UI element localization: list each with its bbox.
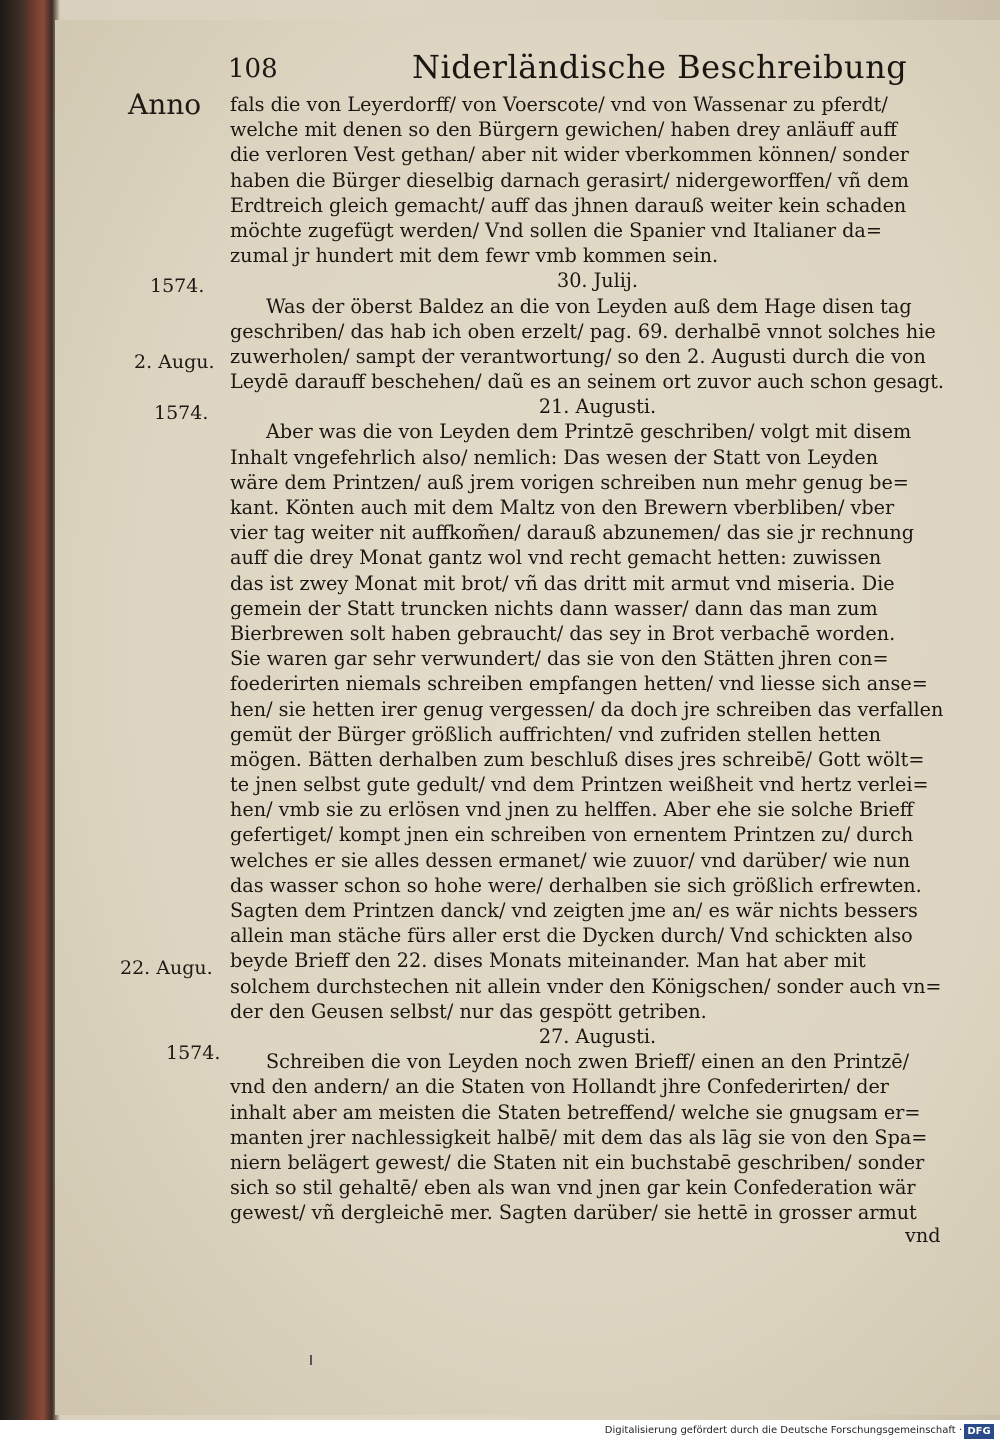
- text-line: sich so stil gehaltē/ eben als wan vnd jnen gar kein Confederation wär: [230, 1176, 916, 1200]
- text-line: fals die von Leyerdorff/ von Voerscote/ vnd von Wassenar zu pferdt/: [230, 93, 888, 116]
- text-line: gemüt der Bürger größlich auffrichten/ vnd zufriden stellen hetten: [230, 722, 881, 746]
- page-number: 108: [228, 54, 278, 84]
- text-line: te jnen selbst gute gedult/ vnd dem Printzen weißheit vnd hertz verlei=: [230, 773, 929, 797]
- text-line: zumal jr hundert mit dem fewr vmb kommen sein.: [230, 244, 719, 268]
- text-line: auff die drey Monat gantz wol vnd recht gemacht hetten: zuwissen: [230, 546, 882, 570]
- margin-anno: Anno: [128, 88, 202, 121]
- text-line: welches er sie alles dessen ermanet/ wie zuuor/ vnd darüber/ wie nun: [230, 848, 911, 872]
- text-line: manten jrer nachlessigkeit halbē/ mit dem das als lāg sie von den Spa=: [230, 1125, 928, 1149]
- text-line: Leydē darauff beschehen/ daũ es an seinem ort zuvor auch schon gesagt.: [230, 370, 945, 394]
- text-line: Sie waren gar sehr verwundert/ das sie von den Stätten jhren con=: [230, 647, 889, 671]
- text-line: wäre dem Printzen/ auß jrem vorigen schreiben nun mehr genug be=: [230, 470, 909, 494]
- page-header: [0, 48, 1000, 88]
- text-line: beyde Brieff den 22. dises Monats miteinander. Man hat aber mit: [230, 949, 866, 973]
- text-line: gemein der Statt truncken nichts dann wasser/ dann das man zum: [230, 596, 878, 620]
- text-line: zuwerholen/ sampt der verantwortung/ so den 2. Augusti durch die von: [230, 344, 926, 368]
- text-line: haben die Bürger dieselbig darnach gerasirt/ nidergeworffen/ vñ dem: [230, 168, 909, 192]
- text-line: kant. Könten auch mit dem Maltz von den Brewern vberbliben/ vber: [230, 496, 895, 519]
- text-line: Bierbrewen solt haben gebraucht/ das sey in Brot verbachē worden.: [230, 621, 896, 645]
- date-heading: 21. Augusti.: [538, 395, 657, 419]
- footer-credit: Digitalisierung gefördert durch die Deutsche Forschungsgemeinschaft ·: [604, 1425, 962, 1436]
- text-line: gewest/ vñ dergleichē mer. Sagten darüber/ sie hettē in grosser armut: [230, 1201, 917, 1225]
- paragraph-start: Was der öberst Baldez an die von Leyden auß dem Hage disen tag: [266, 294, 912, 318]
- text-line: mögen. Bätten derhalben zum beschluß dises jres schreibē/ Gott wölt=: [230, 747, 925, 771]
- margin-note-year: 1574.: [166, 1042, 221, 1064]
- text-line: das ist zwey Monat mit brot/ vñ das dritt mit armut vnd miseria. Die: [230, 571, 895, 595]
- text-line: vier tag weiter nit auffkom̃en/ darauß abzunemen/ das sie jr rechnung: [230, 521, 915, 545]
- text-line: niern belägert gewest/ die Staten nit ein buchstabē geschriben/ sonder: [230, 1150, 925, 1174]
- ink-mark: [310, 1355, 312, 1365]
- running-title: Niderländische Beschreibung: [412, 48, 908, 86]
- dfg-logo-icon: DFG: [964, 1424, 994, 1439]
- text-line: gefertiget/ kompt jnen ein schreiben von ernentem Printzen zu/ durch: [230, 823, 914, 847]
- catchword: vnd: [905, 1224, 941, 1247]
- text-line: hen/ sie hetten irer genug vergessen/ da doch jre schreiben das verfallen: [230, 697, 944, 721]
- margin-note-year: 1574.: [150, 275, 205, 297]
- text-line: allein man stäche fürs aller erst die Dycken durch/ Vnd schickten also: [230, 924, 913, 948]
- text-line: Erdtreich gleich gemacht/ auff das jhnen darauß weiter kein schaden: [230, 193, 907, 217]
- date-heading: 30. Julij.: [557, 269, 638, 293]
- paragraph-start: Schreiben die von Leyden noch zwen Brieff/ einen an den Printzē/: [266, 1050, 910, 1074]
- margin-note-year: 1574.: [154, 402, 209, 424]
- text-line: vnd den andern/ an die Staten von Hollandt jhre Confederirten/ der: [230, 1075, 889, 1099]
- footer-bar: [0, 1420, 1000, 1445]
- text-line: welche mit denen so den Bürgern gewichen/ haben drey anläuff auff: [230, 118, 898, 142]
- text-line: die verloren Vest gethan/ aber nit wider vberkommen können/ sonder: [230, 143, 909, 167]
- body-text: [230, 92, 965, 1225]
- text-line: hen/ vmb sie zu erlösen vnd jnen zu helffen. Aber ehe sie solche Brieff: [230, 798, 914, 822]
- margin-note-date: 2. Augu.: [134, 351, 215, 373]
- text-line: inhalt aber am meisten die Staten betreffend/ welche sie gnugsam er=: [230, 1100, 921, 1124]
- text-line: foederirten niemals schreiben empfangen hetten/ vnd liesse sich anse=: [230, 672, 928, 696]
- paragraph-start: Aber was die von Leyden dem Printzē geschriben/ volgt mit disem: [266, 420, 912, 444]
- text-line: solchem durchstechen nit allein vnder den Königschen/ sonder auch vn=: [230, 974, 942, 998]
- text-line: der den Geusen selbst/ nur das gespött getriben.: [230, 999, 707, 1023]
- text-line: möchte zugefügt werden/ Vnd sollen die Spanier vnd Italianer da=: [230, 218, 882, 242]
- text-line: Inhalt vngefehrlich also/ nemlich: Das wesen der Statt von Leyden: [230, 445, 879, 469]
- margin-note-date: 22. Augu.: [120, 957, 213, 979]
- text-line: Sagten dem Printzen danck/ vnd zeigten jme an/ es wär nichts bessers: [230, 899, 918, 922]
- date-heading: 27. Augusti.: [538, 1024, 657, 1048]
- text-line: das wasser schon so hohe were/ derhalben sie sich größlich erfrewten.: [230, 873, 922, 897]
- text-line: geschriben/ das hab ich oben erzelt/ pag. 69. derhalbē vnnot solches hie: [230, 319, 936, 343]
